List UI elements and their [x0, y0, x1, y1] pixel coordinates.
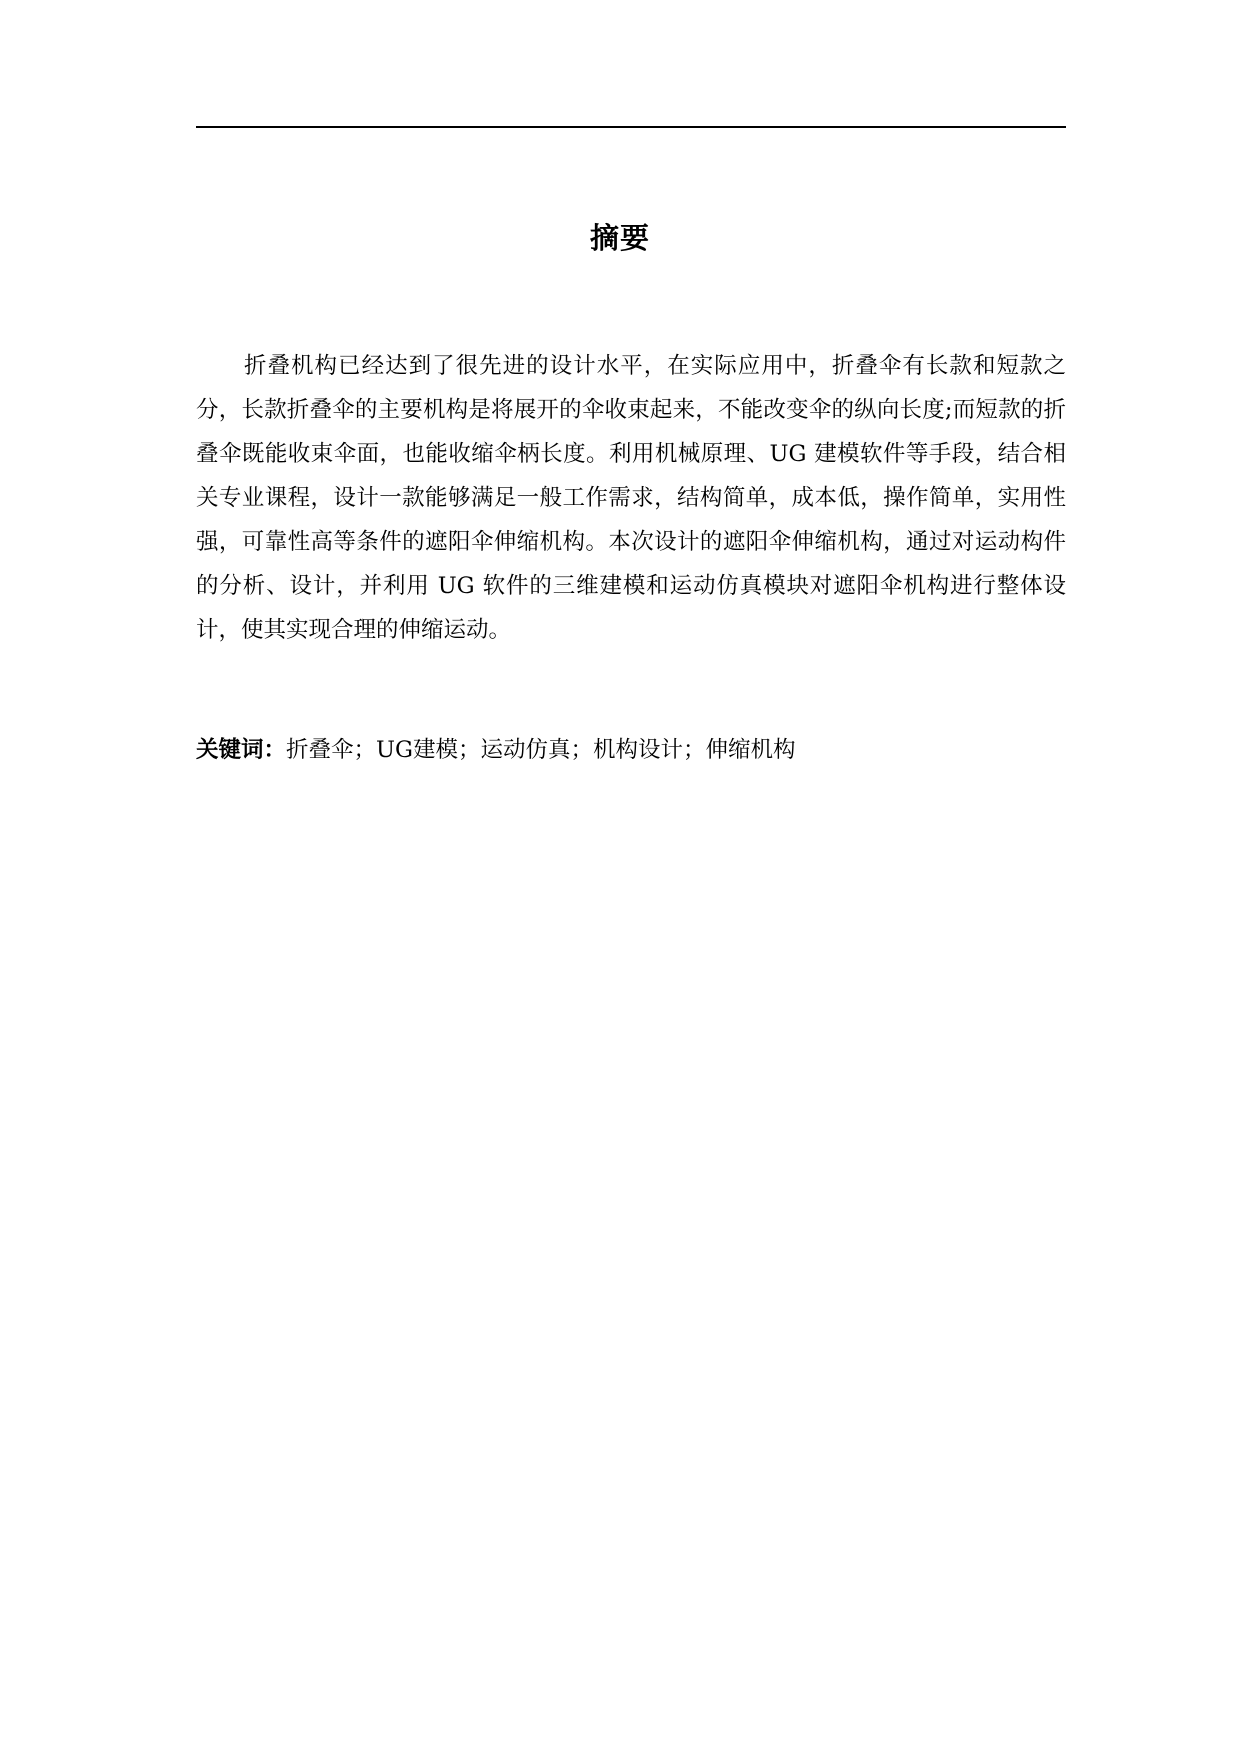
abstract-paragraph: 折叠机构已经达到了很先进的设计水平，在实际应用中，折叠伞有长款和短款之分，长款折叠伞的主要机构是将展开的伞收束起来，不能改变伞的纵向长度;而短款的折叠伞既能收束伞面，也能收缩伞柄长度。利用机械原理、UG 建模软件等手段，结合相关专业课程，设计一款能够满足一般工作需求，结构简单，成本低，操作简单，实用性强，可靠性高等条件的遮阳伞伸缩机构。本次设计的遮阳伞伸缩机构，通过对运动构件的分析、设计，并利用 UG 软件的三维建模和运动仿真模块对遮阳伞机构进行整体设计，使其实现合理的伸缩运动。	[196, 353, 1066, 643]
header-rule	[196, 126, 1066, 128]
keywords-line	[196, 733, 1066, 767]
page-title: 摘要	[589, 221, 650, 255]
keywords-label: 关键词：	[196, 737, 287, 763]
keywords-list: 折叠伞；UG建模；运动仿真；机构设计；伸缩机构	[286, 737, 796, 763]
